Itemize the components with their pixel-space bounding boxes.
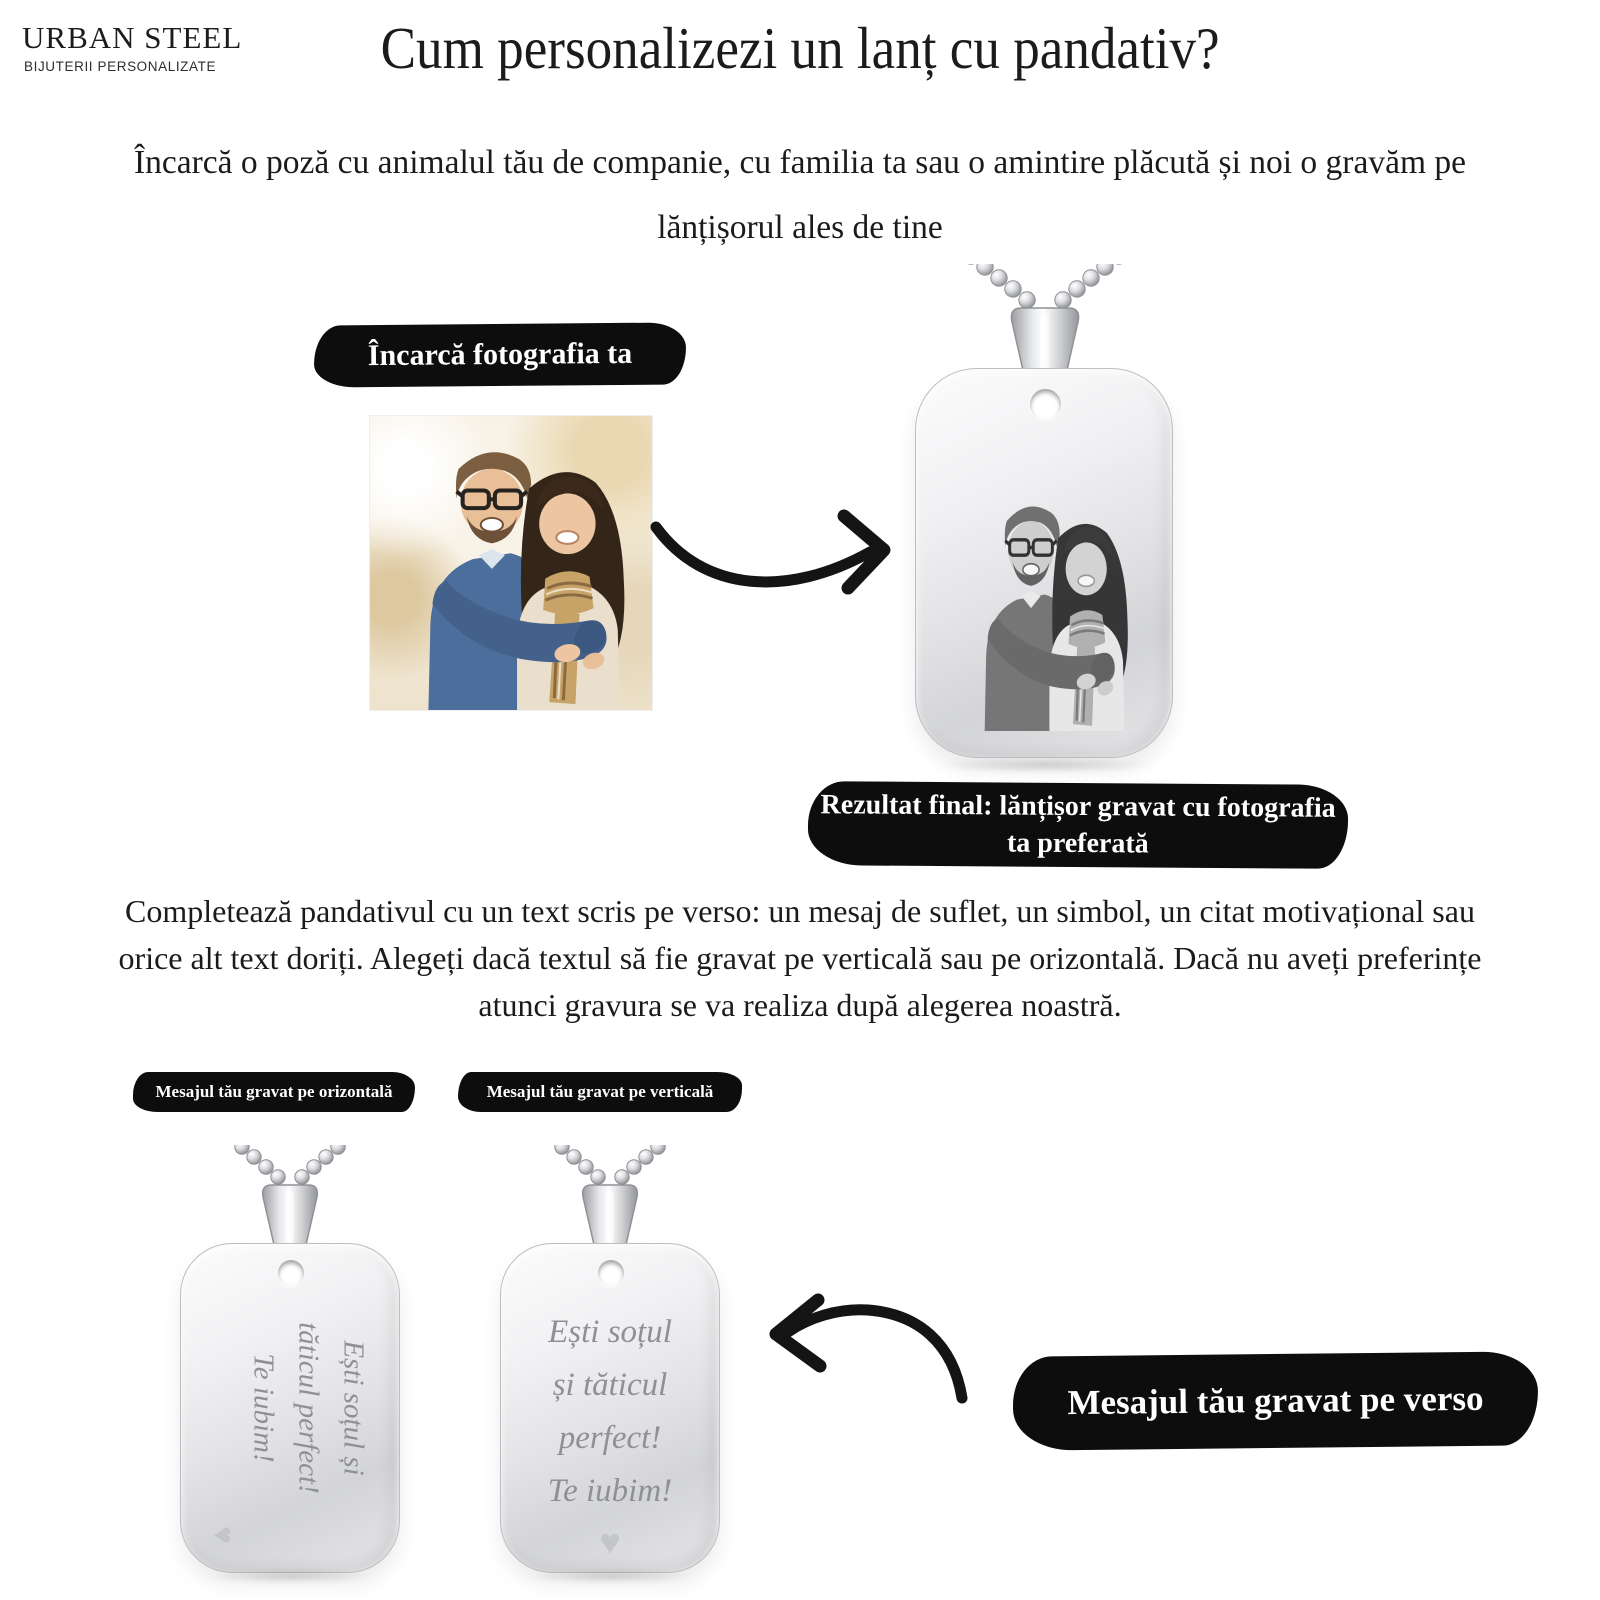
couple-illustration [370, 416, 652, 710]
engraved-message-horizontal: Ești soțul și tăticul perfect! Te iubim! ♥ [206, 1322, 370, 1544]
upload-photo-label: Încarcă fotografia ta [314, 322, 687, 387]
verso-label: Mesajul tău gravat pe verso [1013, 1351, 1539, 1450]
arrow-left-icon [748, 1288, 980, 1410]
vertical-label: Mesajul tău gravat pe verticală [458, 1072, 742, 1112]
brand-tagline: BIJUTERII PERSONALIZATE [24, 59, 217, 74]
body-text: Completează pandativul cu un text scris pe verso: un mesaj de suflet, un simbol, un citat motivațional sau orice alt text doriți. Alegeți dacă textul să fie gravat pe verticală sau pe orizontală. Dacă nu aveți preferințe atunci gravura se va realiza după alegerea noastră. [118, 893, 1482, 1023]
tag-shadow [205, 1569, 375, 1583]
page-title: Cum personalizezi un lanț cu pandativ? [380, 15, 1220, 81]
dog-tag [915, 368, 1173, 758]
pendant-horizontal-engraving [165, 1145, 415, 1585]
engraved-photo [942, 475, 1148, 731]
uploaded-photo [370, 416, 652, 710]
pendant-vertical-engraving [485, 1145, 735, 1585]
tag-hole [1030, 389, 1061, 420]
result-label: Rezultat final: lănțișor gravat cu fotografia ta preferată [808, 781, 1349, 869]
heart-icon: ♥ [206, 1526, 240, 1544]
heart-icon: ♥ [599, 1522, 621, 1562]
tag-hole [598, 1260, 624, 1286]
engraved-message-vertical: Ești soțul și tăticul perfect! Te iubim! ♥ [547, 1314, 673, 1562]
pendant-photo-engraved [900, 264, 1190, 774]
arrow-right-icon [648, 502, 900, 614]
brand-name: URBAN STEEL [22, 20, 243, 55]
dog-tag [180, 1243, 400, 1573]
tag-shadow [935, 757, 1155, 773]
dog-tag [500, 1243, 720, 1573]
horizontal-label: Mesajul tău gravat pe orizontală [133, 1072, 415, 1112]
intro-text: Încarcă o poză cu animalul tău de companie, cu familia ta sau o amintire plăcută și noi o gravăm pe lănțișorul ales de tine [133, 144, 1467, 246]
tag-shadow [525, 1569, 695, 1583]
